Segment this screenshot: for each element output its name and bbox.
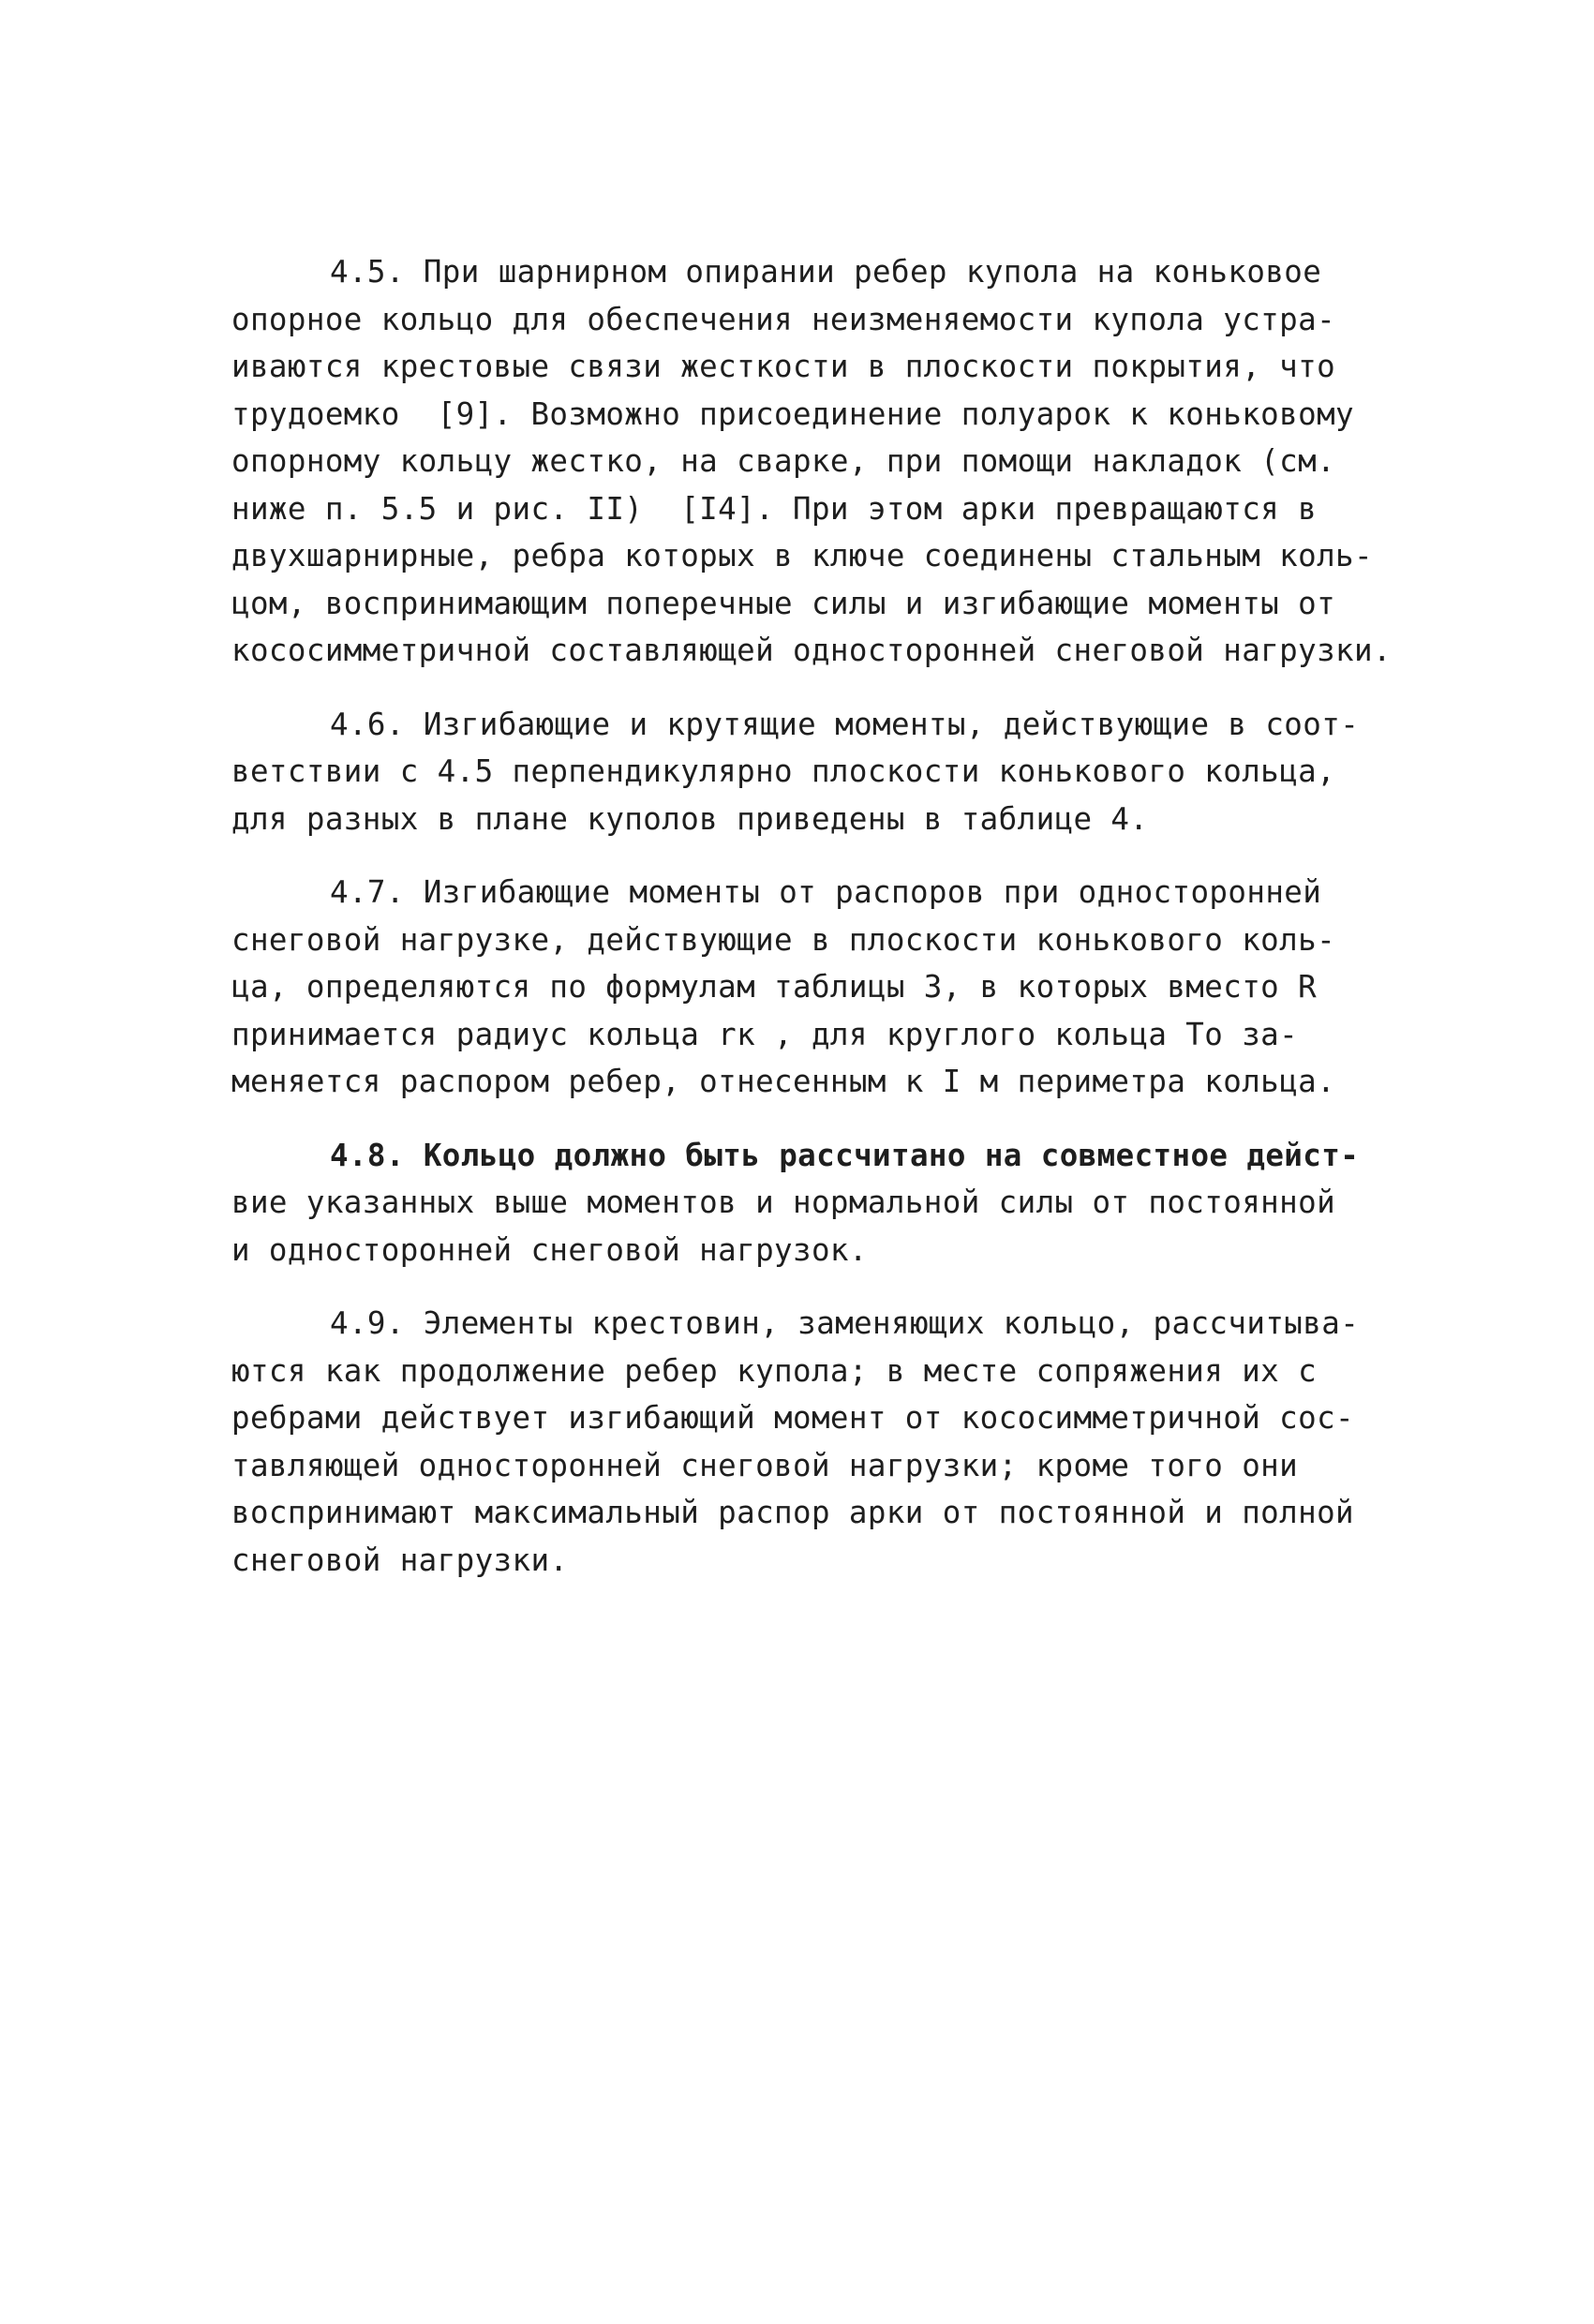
paragraph-line: меняется распором ребер, отнесенным к I м периметра кольца. — [231, 1064, 1336, 1099]
paragraph-4-7 — [231, 869, 1412, 1106]
paragraph-line: 4.7. Изгибающие моменты от распоров при односторонней — [330, 874, 1322, 910]
paragraph-4-8 — [231, 1132, 1412, 1274]
paragraph-line: воспринимают максимальный распор арки от постоянной и полной — [231, 1495, 1354, 1530]
paragraph-line: трудоемко [9]. Возможно присоединение полуарок к коньковому — [231, 395, 1354, 432]
paragraph-line: тавляющей односторонней снеговой нагрузки; кроме того они — [231, 1447, 1299, 1483]
paragraph-line: опорное кольцо для обеспечения неизменяемости купола устра- — [231, 301, 1336, 337]
paragraph-line: иваются крестовые связи жесткости в плоскости покрытия, что — [231, 349, 1336, 384]
paragraph-line: 4.6. Изгибающие и крутящие моменты, действующие в соот- — [330, 706, 1360, 742]
paragraph-4-5 — [231, 248, 1412, 675]
paragraph-line: принимается радиус кольца rк , для круглого кольца Tо за- — [231, 1016, 1299, 1052]
document-body — [231, 248, 1412, 1610]
paragraph-line: снеговой нагрузке, действующие в плоскости конькового коль- — [231, 921, 1336, 958]
paragraph-line: ются как продолжение ребер купола; в месте сопряжения их с — [231, 1352, 1318, 1389]
paragraph-line: цом, воспринимающим поперечные силы и изгибающие моменты от — [231, 585, 1336, 621]
paragraph-4-9 — [231, 1300, 1412, 1584]
paragraph-line: 4.8. Кольцо должно быть рассчитано на совместное дейст- — [330, 1137, 1360, 1173]
paragraph-line: опорному кольцу жестко, на сварке, при помощи накладок (см. — [231, 443, 1336, 479]
paragraph-line: ветствии с 4.5 перпендикулярно плоскости конькового кольца, — [231, 753, 1336, 789]
paragraph-line: ниже п. 5.5 и рис. II) [I4]. При этом арки превращаются в — [231, 490, 1318, 527]
paragraph-line: ребрами действует изгибающий момент от кососимметричной сос- — [231, 1400, 1354, 1436]
paragraph-line: и односторонней снеговой нагрузок. — [231, 1231, 868, 1268]
paragraph-line: двухшарнирные, ребра которых в ключе соединены стальным коль- — [231, 538, 1373, 574]
paragraph-line: 4.9. Элементы крестовин, заменяющих кольцо, рассчитыва- — [330, 1305, 1360, 1341]
paragraph-4-6 — [231, 701, 1412, 843]
paragraph-line: кососимметричной составляющей односторонней снеговой нагрузки. — [231, 633, 1392, 668]
paragraph-line: вие указанных выше моментов и нормальной силы от постоянной — [231, 1184, 1336, 1220]
paragraph-line: ца, определяются по формулам таблицы 3, в которых вместо R — [231, 969, 1318, 1005]
paragraph-line: 4.5. При шарнирном опирании ребер купола на коньковое — [330, 254, 1322, 290]
paragraph-line: для разных в плане куполов приведены в таблице 4. — [231, 800, 1149, 837]
paragraph-line: снеговой нагрузки. — [231, 1542, 569, 1578]
